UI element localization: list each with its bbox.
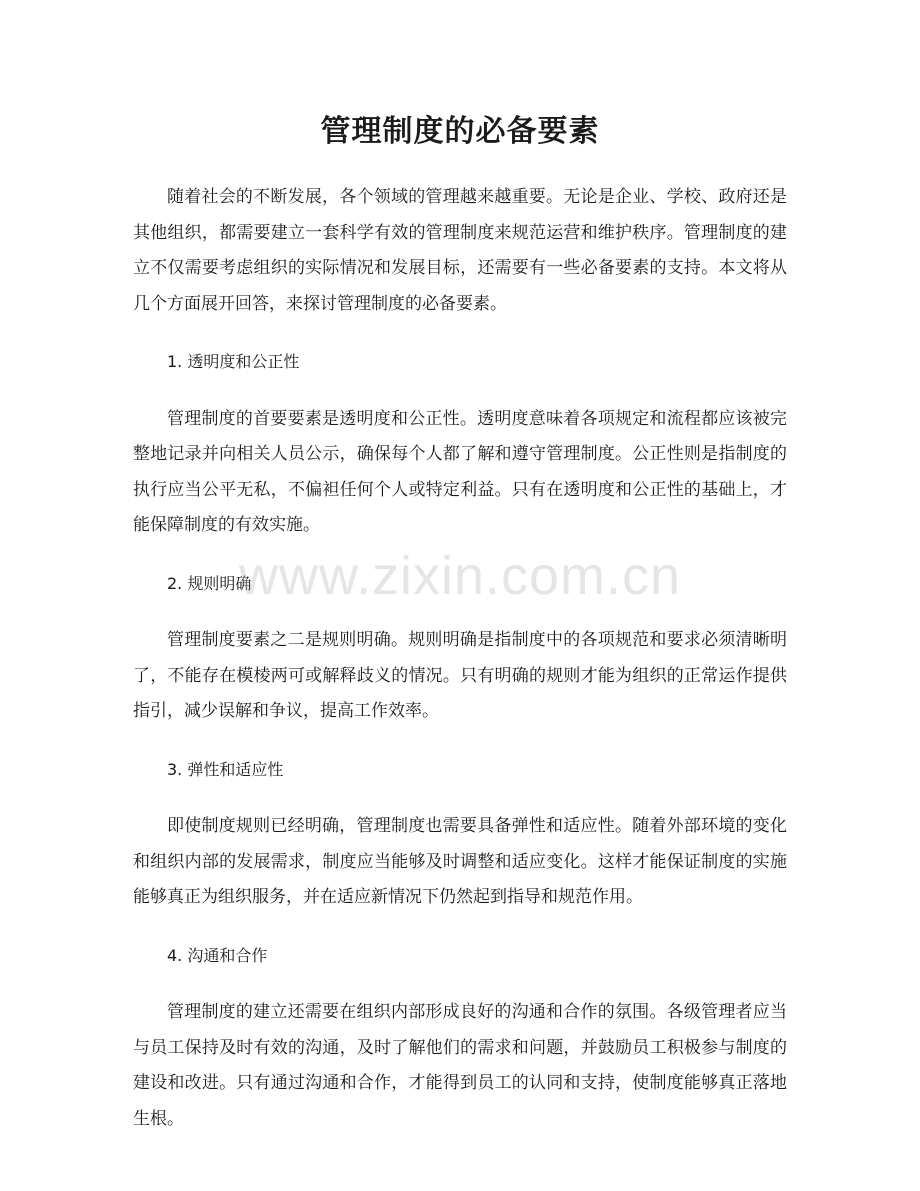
section-heading-3: 3. 弹性和适应性 <box>167 759 284 779</box>
document-body <box>133 180 787 1159</box>
section-body-2: 管理制度要素之二是规则明确。规则明确是指制度中的各项规范和要求必须清晰明了，不能存在模棱两可或解释歧义的情况。只有明确的规则才能为组织的正常运作提供指引，减少误解和争议，提高工作效率。 <box>133 630 787 721</box>
section-body-4: 管理制度的建立还需要在组织内部形成良好的沟通和合作的氛围。各级管理者应当与员工保持及时有效的沟通，及时了解他们的需求和问题，并鼓励员工积极参与制度的建设和改进。只有通过沟通和合作，才能得到员工的认同和支持，使制度能够真正落地生根。 <box>133 1002 787 1129</box>
section-heading-1: 1. 透明度和公正性 <box>167 352 300 371</box>
section-body-1: 管理制度的首要要素是透明度和公正性。透明度意味着各项规定和流程都应该被完整地记录并向相关人员公示，确保每个人都了解和遵守管理制度。公正性则是指制度的执行应当公平无私，不偏袒任何个人或特定利益。只有在透明度和公正性的基础上，才能保障制度的有效实施。 <box>133 408 787 535</box>
page-title: 管理制度的必备要素 <box>320 114 600 149</box>
section-heading-4: 4. 沟通和合作 <box>167 945 268 965</box>
intro-paragraph: 随着社会的不断发展，各个领域的管理越来越重要。无论是企业、学校、政府还是其他组织，都需要建立一套科学有效的管理制度来规范运营和维护秩序。管理制度的建立不仅需要考虑组织的实际情况和发展目标，还需要有一些必备要素的支持。本文将从几个方面展开回答，来探讨管理制度的必备要素。 <box>133 187 787 314</box>
section-heading-2: 2. 规则明确 <box>167 573 252 593</box>
section-body-3: 即使制度规则已经明确，管理制度也需要具备弹性和适应性。随着外部环境的变化和组织内部的发展需求，制度应当能够及时调整和适应变化。这样才能保证制度的实施能够真正为组织服务，并在适应新情况下仍然起到指导和规范作用。 <box>133 816 787 907</box>
watermark: www.zixin.com.cn <box>238 546 682 606</box>
